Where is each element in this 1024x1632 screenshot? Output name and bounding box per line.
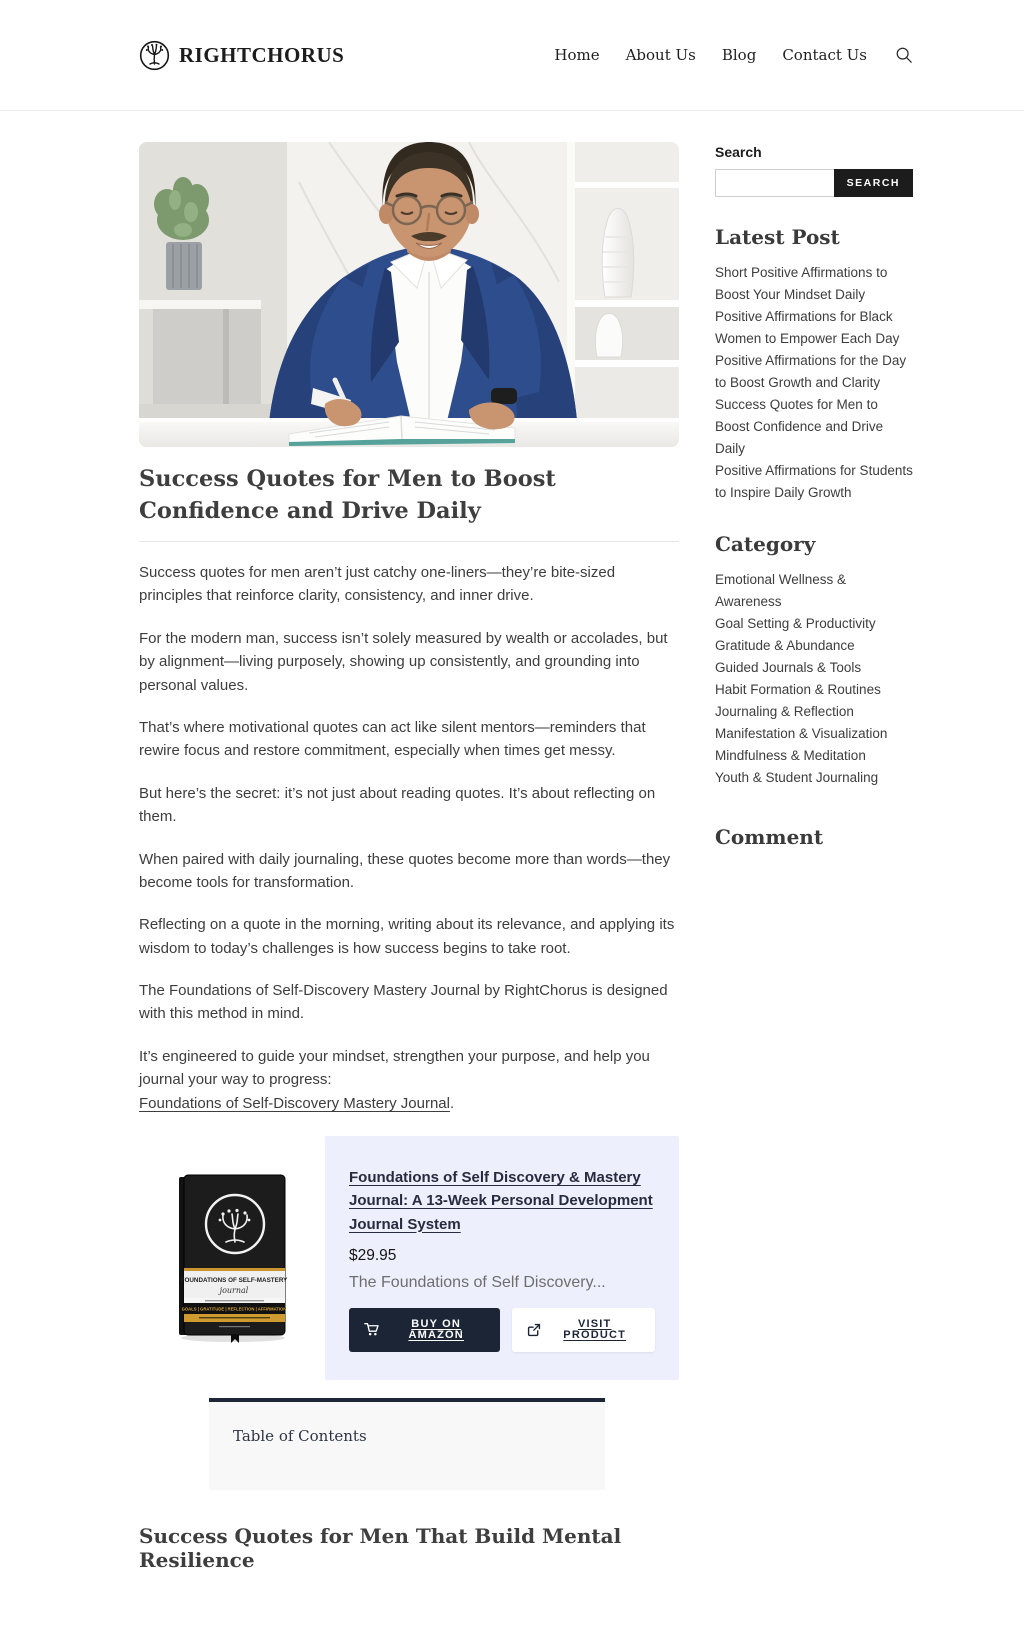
paragraph: Success quotes for men aren’t just catchy one-liners—they’re bite-sized principles that reinforce clarity, consistency, and inner drive. bbox=[139, 564, 616, 605]
link-intro-text: It’s engineered to guide your mindset, strengthen your purpose, and help you journal your way to progress: bbox=[139, 1047, 650, 1089]
product-details-panel bbox=[325, 1136, 679, 1380]
paragraph: Reflecting on a quote in the morning, writing about its relevance, and applying its wisdom to today’s challenges is how success begins to take root. bbox=[139, 916, 675, 957]
latest-post-link[interactable]: Positive Affirmations for Students to Inspire Daily Growth bbox=[715, 463, 913, 500]
tree-of-life-icon bbox=[139, 40, 170, 71]
latest-post-link[interactable]: Positive Affirmations for the Day to Boost Growth and Clarity bbox=[715, 353, 907, 390]
list-item bbox=[715, 306, 913, 350]
list-item bbox=[715, 679, 913, 701]
list-item bbox=[715, 635, 913, 657]
brand-logo-link[interactable] bbox=[139, 40, 344, 71]
paragraph: For the modern man, success isn’t solely measured by wealth or accolades, but by alignment—living purposely, showing up consistently, and grounding into personal values. bbox=[139, 629, 668, 694]
nav-link-contact[interactable]: Contact Us bbox=[782, 46, 867, 64]
visit-product-button[interactable]: VISIT PRODUCT bbox=[512, 1308, 655, 1352]
list-item bbox=[715, 569, 913, 613]
latest-post-link[interactable]: Short Positive Affirmations to Boost Your Mindset Daily bbox=[715, 265, 888, 302]
latest-post-link[interactable]: Positive Affirmations for Black Women to Empower Each Day bbox=[715, 309, 900, 346]
table-of-contents-box bbox=[209, 1398, 605, 1490]
post-title: Success Quotes for Men to Boost Confidence and Drive Daily bbox=[139, 466, 556, 524]
search-widget bbox=[715, 144, 913, 197]
category-heading: Category bbox=[715, 532, 816, 556]
title-divider bbox=[139, 541, 679, 542]
product-buttons bbox=[349, 1308, 655, 1352]
list-item bbox=[715, 745, 913, 767]
search-input[interactable] bbox=[715, 169, 834, 197]
nav-link-home[interactable]: Home bbox=[554, 46, 600, 64]
category-link[interactable]: Youth & Student Journaling bbox=[715, 770, 879, 785]
category-link[interactable]: Manifestation & Visualization bbox=[715, 726, 888, 741]
category-link[interactable]: Mindfulness & Meditation bbox=[715, 748, 866, 763]
journal-product-link[interactable]: Foundations of Self-Discovery Mastery Journal bbox=[139, 1094, 450, 1112]
comment-widget bbox=[715, 825, 913, 849]
nav-link-blog[interactable]: Blog bbox=[721, 46, 757, 64]
product-price: $29.95 bbox=[349, 1246, 397, 1264]
list-item bbox=[715, 767, 913, 789]
paragraph-with-link bbox=[139, 1045, 679, 1115]
journal-cover-image bbox=[171, 1172, 293, 1344]
journal-band-script: journal bbox=[219, 1285, 249, 1295]
product-description: The Foundations of Self Discovery... bbox=[349, 1273, 606, 1291]
latest-post-widget bbox=[715, 225, 913, 504]
search-widget-label: Search bbox=[715, 144, 762, 160]
list-item bbox=[715, 460, 913, 504]
latest-post-heading: Latest Post bbox=[715, 225, 840, 249]
brand-name: RIGHTCHORUS bbox=[179, 42, 345, 67]
category-link[interactable]: Journaling & Reflection bbox=[715, 704, 854, 719]
comment-heading: Comment bbox=[715, 825, 824, 849]
category-widget bbox=[715, 532, 913, 789]
list-item bbox=[715, 350, 913, 394]
section-heading: Success Quotes for Men That Build Mental Resilience bbox=[139, 1523, 622, 1572]
list-item bbox=[715, 701, 913, 723]
paragraph: That’s where motivational quotes can act like silent mentors—reminders that rewire focus and restore commitment, especially when times get messy. bbox=[139, 718, 646, 760]
search-icon[interactable] bbox=[895, 46, 913, 64]
category-link[interactable]: Habit Formation & Routines bbox=[715, 682, 881, 697]
site-header bbox=[0, 0, 1024, 111]
category-link[interactable]: Emotional Wellness & Awareness bbox=[715, 572, 847, 609]
external-link-icon bbox=[527, 1323, 541, 1337]
buy-on-amazon-button[interactable]: BUY ON AMAZON bbox=[349, 1308, 500, 1352]
list-item bbox=[715, 262, 913, 306]
list-item bbox=[715, 613, 913, 635]
product-title-link[interactable]: Foundations of Self Discovery & Mastery Journal: A 13-Week Personal Development Journal System bbox=[349, 1169, 653, 1233]
journal-band-sub: GOALS | GRATITUDE | REFLECTION | AFFIRMATION bbox=[181, 1306, 287, 1312]
category-link[interactable]: Goal Setting & Productivity bbox=[715, 616, 876, 631]
list-item bbox=[715, 657, 913, 679]
sidebar bbox=[715, 142, 913, 1632]
nav-link-about[interactable]: About Us bbox=[625, 46, 696, 64]
link-suffix: . bbox=[449, 1094, 455, 1112]
journal-band-title: FOUNDATIONS OF SELF-MASTERY bbox=[180, 1276, 288, 1284]
cart-icon bbox=[364, 1322, 379, 1337]
category-link[interactable]: Guided Journals & Tools bbox=[715, 660, 862, 675]
product-card bbox=[139, 1136, 679, 1380]
post-body bbox=[139, 561, 679, 1115]
hero-image-man-journaling bbox=[139, 142, 679, 447]
paragraph: When paired with daily journaling, these quotes become more than words—they become tools for transformation. bbox=[139, 850, 671, 891]
category-link[interactable]: Gratitude & Abundance bbox=[715, 638, 855, 653]
product-image-link[interactable] bbox=[139, 1136, 325, 1380]
paragraph: The Foundations of Self-Discovery Mastery Journal by RightChorus is designed with this method in mind. bbox=[139, 982, 668, 1023]
article-column bbox=[139, 142, 679, 1632]
list-item bbox=[715, 723, 913, 745]
latest-post-link[interactable]: Success Quotes for Men to Boost Confidence and Drive Daily bbox=[715, 397, 884, 456]
paragraph: But here’s the secret: it’s not just about reading quotes. It’s about reflecting on them. bbox=[139, 784, 656, 826]
list-item bbox=[715, 394, 913, 460]
search-submit-button[interactable]: SEARCH bbox=[834, 169, 913, 197]
table-of-contents-label: Table of Contents bbox=[233, 1426, 367, 1445]
main-nav bbox=[554, 46, 913, 64]
